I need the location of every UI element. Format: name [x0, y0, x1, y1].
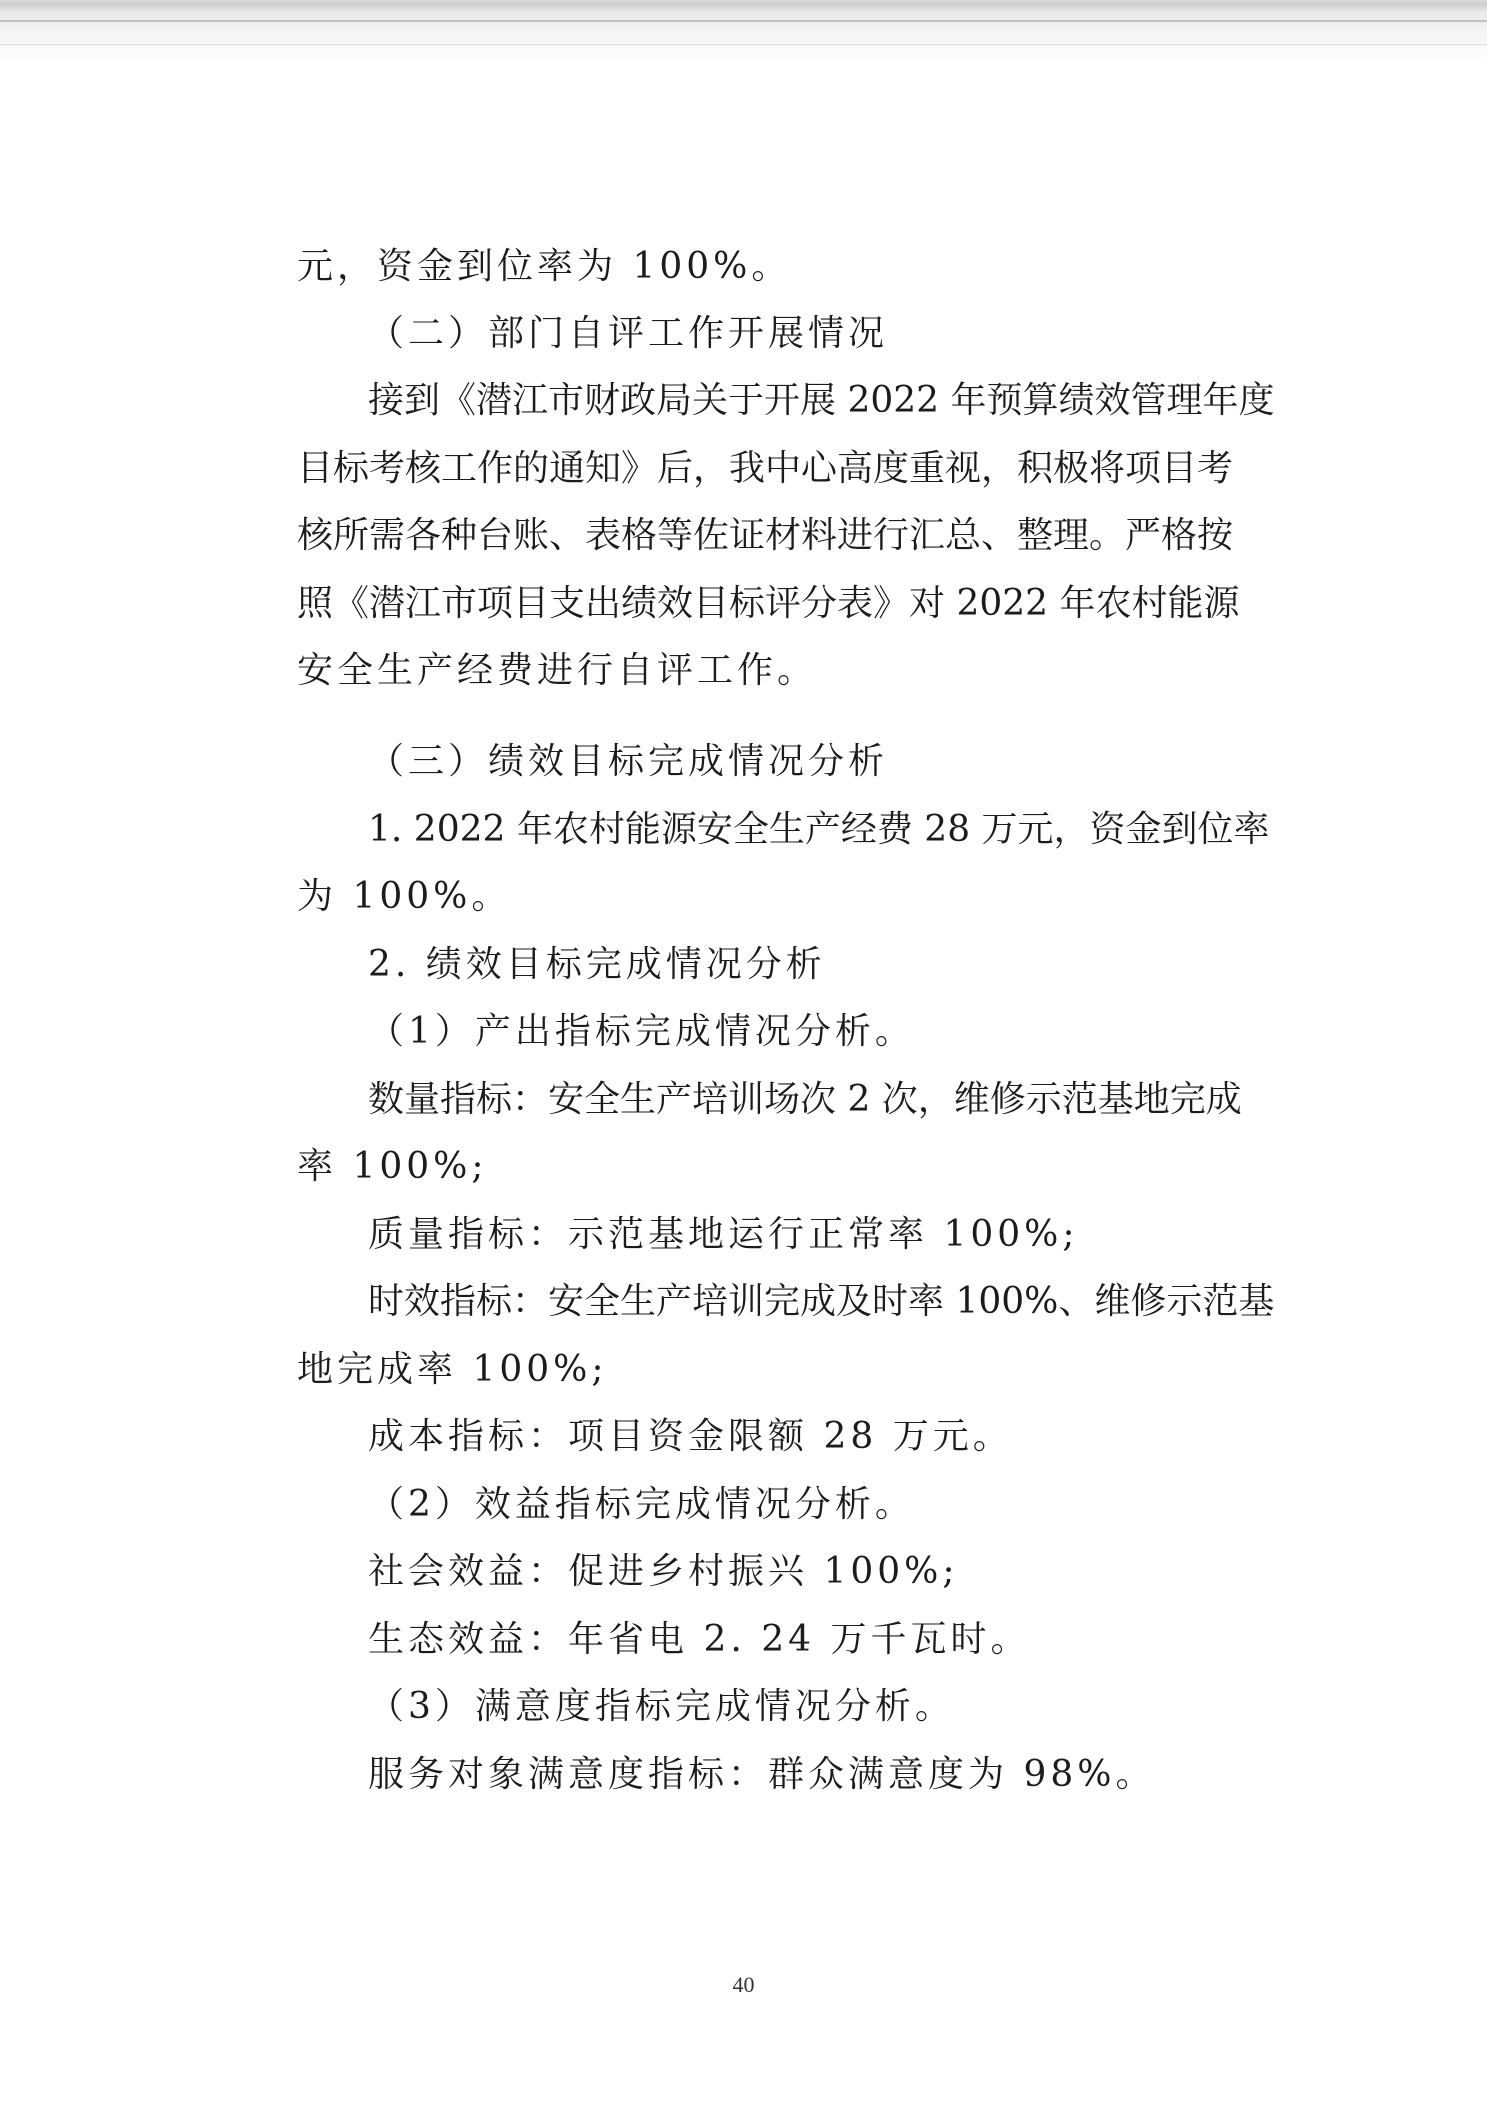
text-line: 照《潜江市项目支出绩效目标评分表》对 2022 年农村能源 — [297, 583, 1240, 624]
subheading: （2）效益指标完成情况分析。 — [368, 1484, 915, 1525]
page-number: 40 — [732, 1972, 755, 1997]
subheading: （3）满意度指标完成情况分析。 — [368, 1686, 955, 1727]
text-line: 核所需各种台账、表格等佐证材料进行汇总、整理。严格按 — [297, 515, 1234, 556]
text-line: 质量指标：示范基地运行正常率 100%; — [368, 1214, 1079, 1255]
text-line: 社会效益：促进乡村振兴 100%; — [368, 1551, 959, 1592]
text-line: 目标考核工作的通知》后，我中心高度重视，积极将项目考 — [297, 448, 1234, 489]
text-line: 1. 2022 年农村能源安全生产经费 28 万元，资金到位率 — [368, 809, 1270, 850]
text-line: 安全生产经费进行自评工作。 — [297, 650, 818, 691]
subheading: 2. 绩效目标完成情况分析 — [368, 944, 826, 985]
text-line: 率 100%; — [297, 1146, 488, 1187]
text-line: 生态效益：年省电 2. 24 万千瓦时。 — [368, 1619, 1031, 1660]
section-heading: （二）部门自评工作开展情况 — [368, 313, 889, 354]
text-line: 服务对象满意度指标：群众满意度为 98%。 — [368, 1754, 1156, 1795]
text-line: 为 100%。 — [297, 876, 512, 917]
text-line: 数量指标：安全生产培训场次 2 次，维修示范基地完成 — [368, 1079, 1242, 1120]
text-line: 接到《潜江市财政局关于开展 2022 年预算绩效管理年度 — [368, 380, 1275, 421]
text-line: 时效指标：安全生产培训完成及时率 100%、维修示范基 — [368, 1281, 1275, 1322]
text-line: 地完成率 100%; — [297, 1349, 608, 1390]
text-line: 成本指标：项目资金限额 28 万元。 — [368, 1416, 1013, 1457]
text-line: 元，资金到位率为 100%。 — [297, 246, 792, 287]
subheading: （1）产出指标完成情况分析。 — [368, 1011, 915, 1052]
section-heading: （三）绩效目标完成情况分析 — [368, 741, 889, 782]
